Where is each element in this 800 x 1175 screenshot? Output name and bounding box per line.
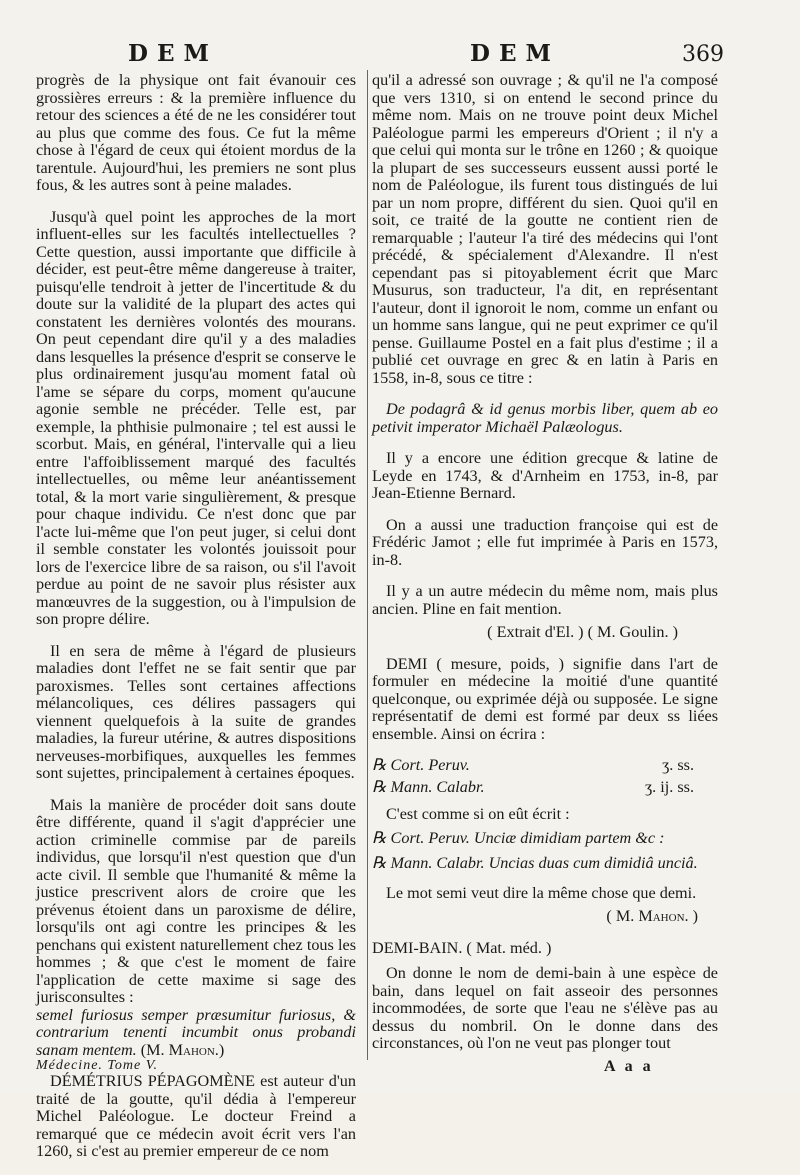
- author-credit: ( Extrait d'El. ) ( M. Goulin. ): [487, 623, 678, 641]
- paragraph: Il y a encore une édition grecque & latine de Leyde en 1743, & d'Arnheim en 1753, in-8, par Jean-Etienne Bernard.: [372, 449, 718, 502]
- left-column: [36, 72, 356, 1175]
- column-rule: [367, 70, 368, 1060]
- paragraph: Le mot semi veut dire la même chose que demi.: [386, 883, 697, 902]
- running-head-left: DEM: [128, 40, 218, 67]
- recipe-line-latin: ℞ Mann. Calabr. Uncias duas cum dimidiâ unciâ.: [372, 854, 698, 872]
- paragraph: Jusqu'à quel point les approches de la mort influent-elles sur les facultés intellectuelles ? Cette question, aussi importante que difficile à décider, est peut-être même dangereuse à traiter, puisqu'elle tendroit à jetter de l'incertitude & du doute sur la validité de la plupart des actes qui constatent les dernières volontés des mourans. On peut cependant dire qu'il y a des maladies dans lesquelles la présence d'esprit se conserve le plus ordinairement jusqu'au moment fatal où l'ame se sépare du corps, moment qu'aucune agonie semble ne précéder. Telle est, par exemple, la phthisie pulmonaire ; tel est aussi le scorbut. Mais, en général, l'intervalle qui a lieu entre l'affoiblissement marqué des facultés intellectuelles, ou même leur anéantissement total, & la mort varie singulièrement, & presque pour chaque individu. Ce n'est donc que par l'acte lui-même que l'on peut juger, si celui dont il semble constater les volontés jouissoit pour lors de l'exercice libre de sa raison, ou s'il l'avoit perdue au point de ne savoir plus résister aux manœuvres de la suggestion, ou à l'impulsion de son propre délire.: [36, 207, 356, 628]
- article-demi: DEMI ( mesure, poids, ) signifie dans l'art de formuler en médecine la moitié d'une quantité quelconque, ou exprimée déjà ou supposée. Le signe représentatif de demi est formé par deux ss liées ensemble. Ainsi on écrira :: [372, 654, 718, 743]
- page-number: 369: [682, 42, 724, 67]
- paragraph: progrès de la physique ont fait évanouir ces grossières erreurs : & la première influence du retour des sciences a été de ne les considérer tout au plus que comme des fous. Ce fut la même chose à l'égard de ceux qui étoient mordus de la tarentule. Aujourd'hui, les premiers ne sont plus fous, & les autres sont à peine malades.: [36, 71, 356, 194]
- recipe-intro: C'est comme si on eût écrit :: [386, 805, 570, 823]
- recipe-line: ℞ Mann. Calabr. ʒ. ij. ss.: [372, 777, 694, 796]
- recipe-line-latin: ℞ Cort. Peruv. Unciæ dimidiam partem &c :: [372, 828, 665, 847]
- paragraph: qu'il a adressé son ouvrage ; & qu'il ne l'a composé que vers 1310, si on entend le second prince du même nom. Mais on ne trouve point deux Michel Paléologue parmi les empereurs d'Orient ; il n'y a que celui qui monta sur le trône en 1260 ; & quoique la plupart de ses successeurs eussent aussi porté le nom de Paléologue, ils furent tous distingués de lui par un nom propre, différent du sien. Quoi qu'il en soit, ce traité de la goutte ne contient rien de remarquable ; l'auteur l'a tiré des médecins qui l'ont précédé, & spécialement d'Alexandre. Il n'est cependant pas si pitoyablement écrit que Marc Musurus, son traducteur, l'a dit, en représentant l'auteur, dont il ignoroit le nom, comme un enfant ou un homme sans langue, qui ne peut exprimer ce qu'il pense. Guillaume Postel en a fait plus d'estime ; il a publié cet ouvrage en grec & en latin à Paris en 1558, in-8, sous ce titre :: [372, 71, 718, 387]
- article-demi-bain: On donne le nom de demi-bain à une espèce de bain, dans lequel on fait asseoir des personnes incommodées, de sorte que l'eau ne s'élève pas au dessus du nombril. On le donne dans des circonstances, où l'on ne veut pas plonger tout: [372, 964, 718, 1052]
- footer-volume: Médecine. Tome V.: [36, 1058, 158, 1073]
- paragraph: Mais la manière de procéder doit sans doute être différente, quand il s'agit d'apprécier une action criminelle commise par de pareils individus, que lorsqu'il n'est question que d'un acte civil. Il semble que l'humanité & même la justice prescrivent alors de croire que les prévenus étoient dans un paroxisme de délire, lorsqu'ils ont agi contre les principes & les penchans qui existent naturellement chez tous les hommes ; & que c'est le moment de faire l'application de cette maxime si sage des jurisconsultes :: [36, 795, 356, 1006]
- article-demetrius: DÉMÉTRIUS PÉPAGOMÈNE est auteur d'un traité de la goutte, qu'il dédia à l'empereur Michel Paléologue. Le docteur Freind a remarqué que ce médecin avoit écrit vers l'an 1260, si c'est au premier empereur de ce nom: [36, 1072, 356, 1160]
- latin-maxim: semel furiosus semper præsumitur furiosus, & contrarium tenenti incumbit onus probandi sanam mentem.: [36, 1005, 356, 1059]
- paragraph: Il en sera de même à l'égard de plusieurs maladies dont l'effet ne se fait sentir que par paroxismes. Telles sont certaines affections mélancoliques, ces délires passagers qui viennent quelquefois à la suite de grandes maladies, la fureur utérine, & autres dispositions nerveuses-morbifiques, auxquelles les femmes sont sujettes, principalement à certaines époques.: [36, 641, 356, 782]
- author-credit: (M. Mahon.): [140, 1040, 225, 1059]
- author-credit: ( M. Mahon. ): [606, 907, 698, 925]
- right-column: [372, 72, 718, 1067]
- paragraph: On a aussi une traduction françoise qui est de Frédéric Jamot ; elle fut imprimée à Paris en 1573, in-8.: [372, 515, 718, 569]
- recipe-line: ℞ Cort. Peruv. ʒ. ss.: [372, 756, 694, 774]
- article-heading: DEMI-BAIN. ( Mat. méd. ): [372, 938, 552, 957]
- latin-title: De podagrâ & id genus morbis liber, quem ab eo petivit imperator Michaël Palæologus.: [372, 400, 718, 436]
- paragraph: Il y a un autre médecin du même nom, mais plus ancien. Pline en fait mention.: [372, 582, 718, 618]
- signature-mark: A a a: [604, 1058, 654, 1075]
- running-head-right: DEM: [470, 40, 560, 67]
